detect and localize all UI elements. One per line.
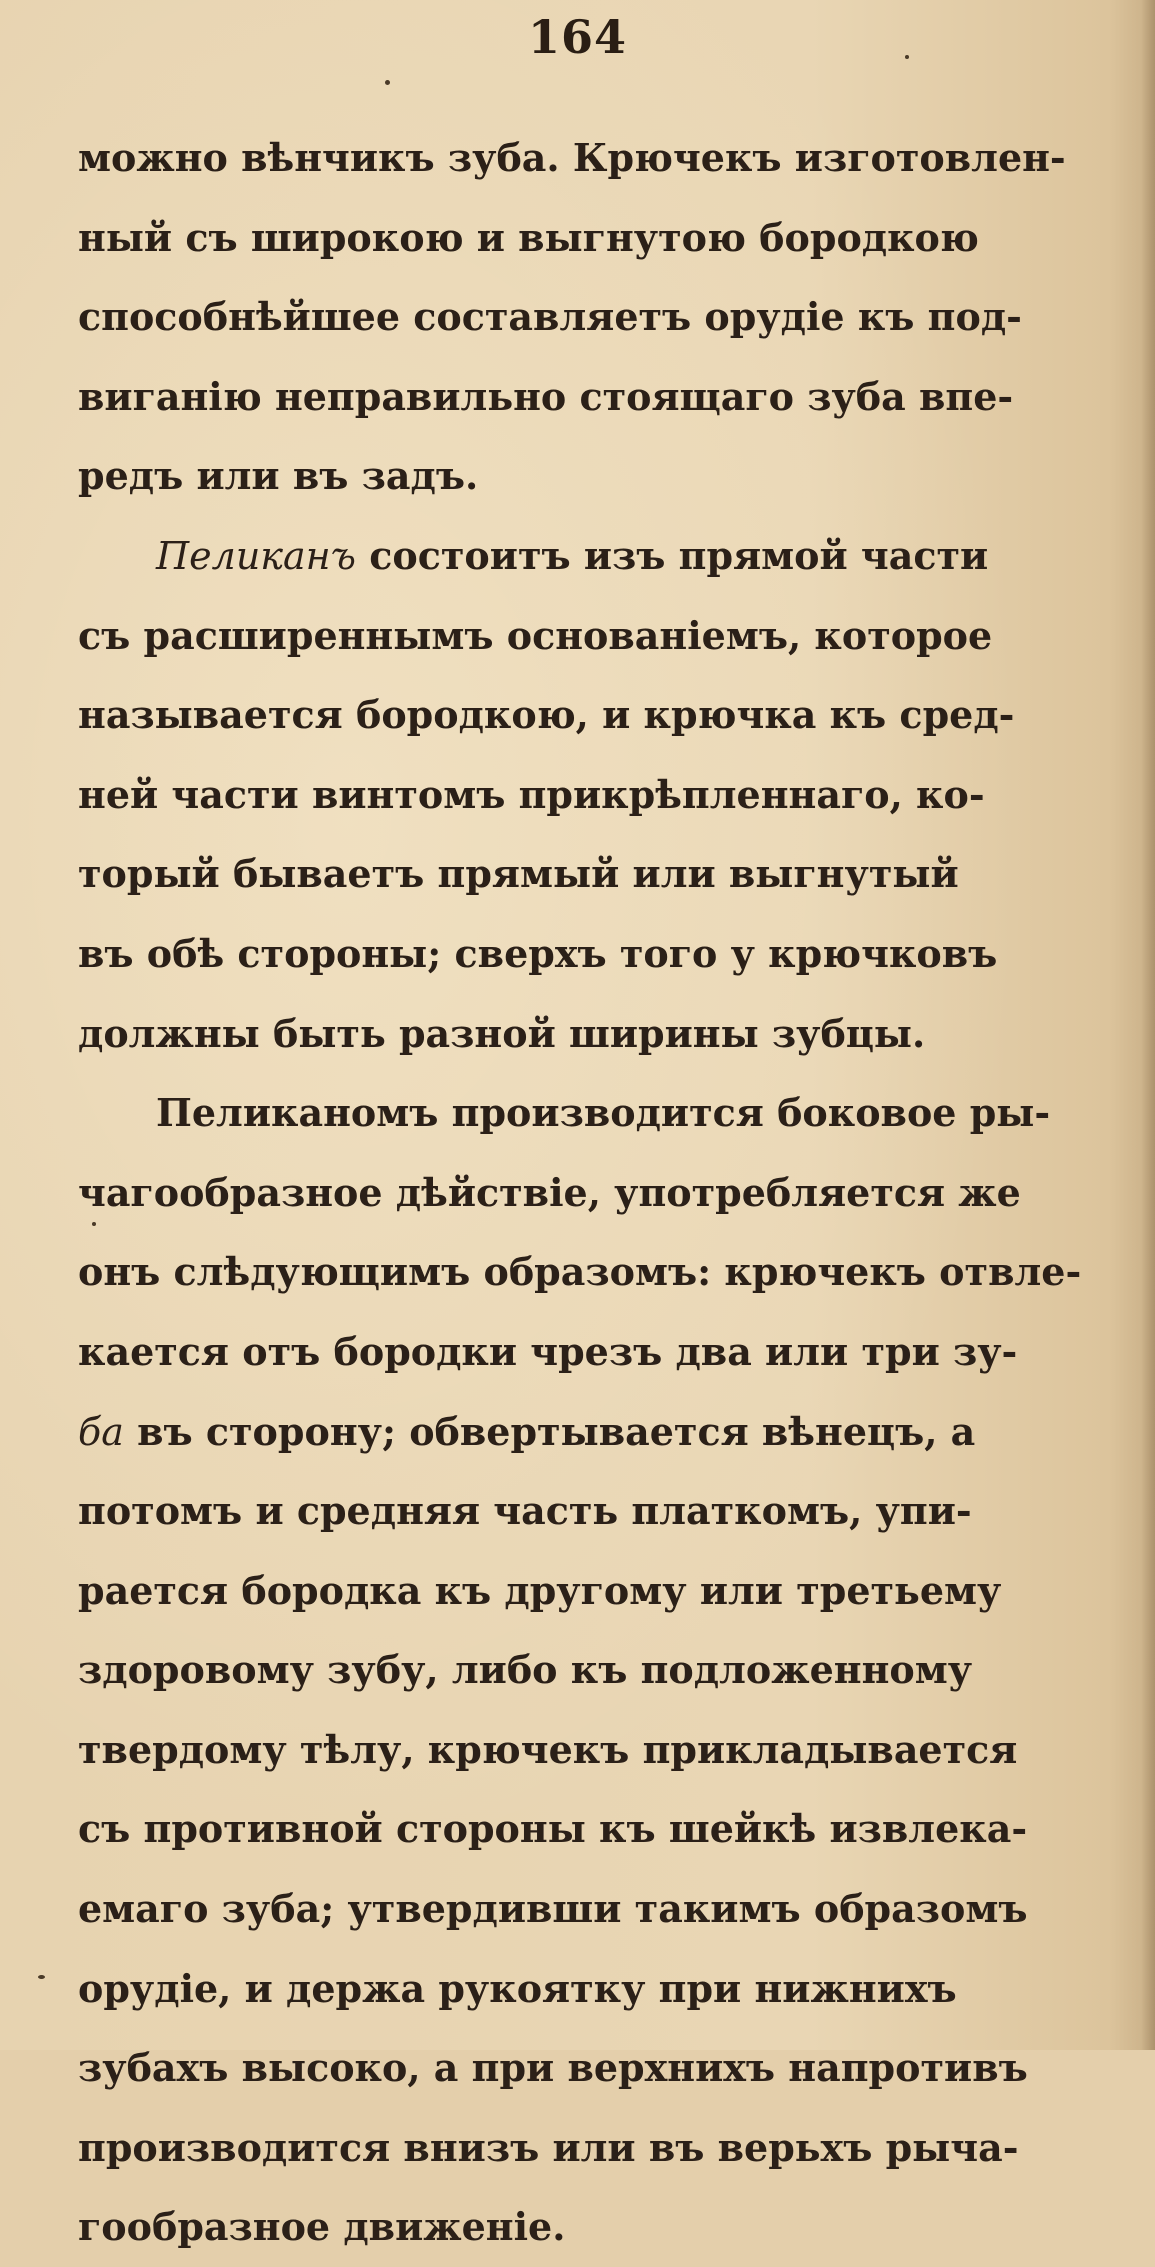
text-fragment: состоитъ изъ прямой части [356, 532, 989, 578]
text-line: съ расширеннымъ основаніемъ, которое [78, 612, 993, 658]
page-edge-shadow [1141, 0, 1155, 2050]
text-line: способнѣйшее составляетъ орудіе къ под- [78, 294, 1022, 340]
text-line: гообразное движеніе. [78, 2204, 566, 2250]
text-line: въ обѣ стороны; сверхъ того у крючковъ [78, 930, 998, 976]
ink-speck [38, 1975, 45, 1979]
text-fragment: въ сторону; обвертывается вѣнецъ, а [123, 1408, 976, 1454]
text-line: емаго зуба; утвердивши такимъ образомъ [78, 1886, 1028, 1932]
text-line: можно вѣнчикъ зуба. Крючекъ изготовлен- [78, 135, 1066, 180]
text-line: рается бородка къ другому или третьему [78, 1567, 1002, 1613]
body-text [78, 118, 1138, 2267]
italic-fragment: ба [78, 1409, 124, 1454]
text-line: здоровому зубу, либо къ подложенному [78, 1647, 973, 1693]
text-line: орудіе, и держа рукоятку при нижнихъ [78, 1965, 957, 2011]
ink-speck [92, 1222, 96, 1226]
text-line: кается отъ бородки чрезъ два или три зу- [78, 1328, 1018, 1374]
text-line: виганію неправильно стоящаго зуба впе- [78, 373, 1014, 419]
text-line: потомъ и средняя часть платкомъ, упи- [78, 1488, 972, 1534]
text-line [78, 1392, 1138, 1472]
text-line: ный съ широкою и выгнутою бородкою [78, 214, 979, 260]
text-line: должны быть разной ширины зубцы. [78, 1010, 926, 1056]
paragraph-first-line [78, 516, 1138, 596]
paragraph-first-line: Пеликаномъ производится боковое ры- [156, 1090, 1051, 1136]
text-line: онъ слѣдующимъ образомъ: крючекъ отвле- [78, 1249, 1082, 1295]
text-line: чагообразное дѣйствіе, употребляется же [78, 1169, 1021, 1215]
text-line: редъ или въ задъ. [78, 453, 479, 499]
ink-speck [385, 80, 390, 85]
text-line: производится внизъ или въ верьхъ рыча- [78, 2124, 1019, 2170]
text-line: ней части винтомъ прикрѣпленнаго, ко- [78, 771, 985, 817]
page-number: 164 [527, 10, 628, 64]
italic-term: Пеликанъ [156, 533, 357, 578]
text-line: твердому тѣлу, крючекъ прикладывается [78, 1726, 1018, 1772]
text-line: торый бываетъ прямый или выгнутый [78, 851, 959, 897]
text-line: зубахъ высоко, а при верхнихъ напротивъ [78, 2045, 1028, 2091]
text-line: съ противной стороны къ шейкѣ извлека- [78, 1806, 1028, 1852]
ink-speck [905, 55, 909, 59]
text-line: называется бородкою, и крючка къ сред- [78, 692, 1015, 738]
